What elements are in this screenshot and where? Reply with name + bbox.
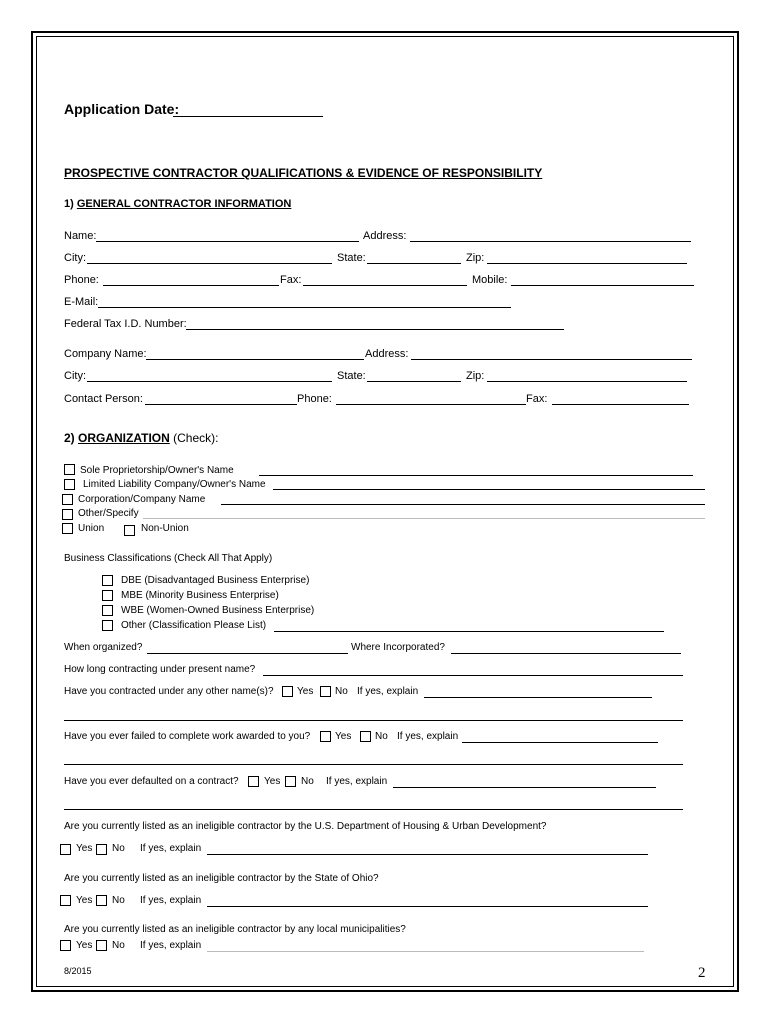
- q-hud-yes-checkbox[interactable]: [60, 844, 71, 855]
- fax-label: Fax:: [280, 274, 302, 286]
- q-ohio-no-checkbox[interactable]: [96, 895, 107, 906]
- address-label: Address:: [363, 230, 407, 242]
- q-failed-yes-label: Yes: [335, 731, 352, 742]
- q-local-explain-label: If yes, explain: [140, 940, 202, 951]
- q-failed-explain-label: If yes, explain: [397, 731, 459, 742]
- q-local-yes-label: Yes: [76, 940, 93, 951]
- wbe-checkbox[interactable]: [102, 605, 113, 616]
- dbe-label: DBE (Disadvantaged Business Enterprise): [121, 575, 310, 586]
- q-other-names-label: Have you contracted under any other name(s)?: [64, 686, 274, 697]
- q-local-explain-field[interactable]: [207, 951, 644, 952]
- q-hud-explain-field[interactable]: [207, 854, 648, 855]
- name-field[interactable]: [96, 241, 359, 242]
- name-label: Name:: [64, 230, 97, 242]
- q-defaulted-no-checkbox[interactable]: [285, 776, 296, 787]
- dbe-checkbox[interactable]: [102, 575, 113, 586]
- company-name-field[interactable]: [146, 359, 364, 360]
- q-other-names-yes-label: Yes: [297, 686, 314, 697]
- q-local-label: Are you currently listed as an ineligible contractor by any local municipalities?: [64, 924, 406, 935]
- email-field[interactable]: [98, 307, 511, 308]
- wbe-label: WBE (Women-Owned Business Enterprise): [121, 605, 315, 616]
- contact-fax-label: Fax:: [526, 393, 548, 405]
- q-failed-label: Have you ever failed to complete work awarded to you?: [64, 731, 311, 742]
- company-address-field[interactable]: [411, 359, 692, 360]
- contact-phone-field[interactable]: [336, 404, 526, 405]
- contact-phone-label: Phone:: [297, 393, 332, 405]
- other-class-field[interactable]: [274, 631, 664, 632]
- q-ohio-explain-label: If yes, explain: [140, 895, 202, 906]
- other-org-field[interactable]: [143, 518, 705, 519]
- q-other-names-no-checkbox[interactable]: [320, 686, 331, 697]
- q-failed-yes-checkbox[interactable]: [320, 731, 331, 742]
- q-other-names-no-label: No: [335, 686, 348, 697]
- other-org-checkbox[interactable]: [62, 509, 73, 520]
- mbe-label: MBE (Minority Business Enterprise): [121, 590, 279, 601]
- q-other-names-explain-label: If yes, explain: [357, 686, 419, 697]
- footer-date: 8/2015: [64, 966, 92, 976]
- q-ohio-explain-field[interactable]: [207, 906, 648, 907]
- union-label: Union: [78, 523, 105, 534]
- page-number: 2: [698, 965, 706, 981]
- phone-label: Phone:: [64, 274, 99, 286]
- sole-proprietorship-field[interactable]: [259, 475, 693, 476]
- when-organized-label: When organized?: [64, 642, 143, 653]
- sole-proprietorship-checkbox[interactable]: [64, 464, 75, 475]
- q-other-names-explain-line2[interactable]: [64, 720, 683, 721]
- when-organized-field[interactable]: [147, 653, 348, 654]
- corporation-checkbox[interactable]: [62, 494, 73, 505]
- tax-id-field[interactable]: [186, 329, 564, 330]
- q-ohio-yes-checkbox[interactable]: [60, 895, 71, 906]
- corporation-field[interactable]: [221, 504, 705, 505]
- form-title: PROSPECTIVE CONTRACTOR QUALIFICATIONS & EVIDENCE OF RESPONSIBILITY: [64, 166, 543, 180]
- union-checkbox[interactable]: [62, 523, 73, 534]
- state-label: State:: [337, 252, 366, 264]
- address-field[interactable]: [410, 241, 691, 242]
- q-failed-explain-line2[interactable]: [64, 764, 683, 765]
- city-field[interactable]: [87, 263, 332, 264]
- fax-field[interactable]: [303, 285, 467, 286]
- other-org-label: Other/Specify: [78, 508, 139, 519]
- sole-proprietorship-label: Sole Proprietorship/Owner's Name: [80, 465, 234, 476]
- company-zip-label: Zip:: [466, 370, 485, 382]
- q-defaulted-label: Have you ever defaulted on a contract?: [64, 776, 239, 787]
- q-defaulted-yes-checkbox[interactable]: [248, 776, 259, 787]
- q-failed-explain-field[interactable]: [462, 742, 658, 743]
- q-ohio-no-label: No: [112, 895, 125, 906]
- mbe-checkbox[interactable]: [102, 590, 113, 601]
- where-incorporated-label: Where Incorporated?: [351, 642, 445, 653]
- q-hud-no-label: No: [112, 843, 125, 854]
- company-city-label: City:: [64, 370, 86, 382]
- q-other-names-explain-field[interactable]: [424, 697, 652, 698]
- contact-person-field[interactable]: [145, 404, 297, 405]
- non-union-checkbox[interactable]: [124, 525, 135, 536]
- contact-fax-field[interactable]: [552, 404, 689, 405]
- state-field[interactable]: [367, 263, 461, 264]
- zip-field[interactable]: [487, 263, 687, 264]
- contact-person-label: Contact Person:: [64, 393, 143, 405]
- how-long-field[interactable]: [263, 675, 683, 676]
- llc-field[interactable]: [273, 489, 705, 490]
- company-address-label: Address:: [365, 348, 409, 360]
- q-local-no-label: No: [112, 940, 125, 951]
- other-class-label: Other (Classification Please List): [121, 620, 267, 631]
- q-hud-explain-label: If yes, explain: [140, 843, 202, 854]
- q-ohio-label: Are you currently listed as an ineligible contractor by the State of Ohio?: [64, 873, 379, 884]
- q-local-yes-checkbox[interactable]: [60, 940, 71, 951]
- q-defaulted-explain-line2[interactable]: [64, 809, 683, 810]
- how-long-label: How long contracting under present name?: [64, 664, 256, 675]
- q-failed-no-label: No: [375, 731, 388, 742]
- company-city-field[interactable]: [87, 381, 332, 382]
- application-date-label: Application Date:: [64, 101, 180, 117]
- llc-label: Limited Liability Company/Owner's Name: [83, 479, 266, 490]
- city-label: City:: [64, 252, 86, 264]
- llc-checkbox[interactable]: [64, 479, 75, 490]
- business-classifications-label: Business Classifications (Check All That Apply): [64, 553, 273, 564]
- zip-label: Zip:: [466, 252, 485, 264]
- company-state-field[interactable]: [367, 381, 461, 382]
- company-name-label: Company Name:: [64, 348, 147, 360]
- q-hud-yes-label: Yes: [76, 843, 93, 854]
- q-local-no-checkbox[interactable]: [96, 940, 107, 951]
- mobile-label: Mobile:: [472, 274, 508, 286]
- q-defaulted-no-label: No: [301, 776, 314, 787]
- non-union-label: Non-Union: [141, 523, 189, 534]
- q-ohio-yes-label: Yes: [76, 895, 93, 906]
- phone-field[interactable]: [103, 285, 279, 286]
- q-defaulted-yes-label: Yes: [264, 776, 281, 787]
- company-zip-field[interactable]: [487, 381, 687, 382]
- section2-heading: 2) ORGANIZATION (Check):: [64, 431, 219, 445]
- where-incorporated-field[interactable]: [451, 653, 681, 654]
- q-defaulted-explain-label: If yes, explain: [326, 776, 388, 787]
- corporation-label: Corporation/Company Name: [78, 494, 206, 505]
- section1-heading: 1) GENERAL CONTRACTOR INFORMATION: [64, 198, 292, 210]
- q-hud-no-checkbox[interactable]: [96, 844, 107, 855]
- q-failed-no-checkbox[interactable]: [360, 731, 371, 742]
- q-defaulted-explain-field[interactable]: [393, 787, 656, 788]
- other-class-checkbox[interactable]: [102, 620, 113, 631]
- application-date-field[interactable]: [173, 116, 323, 117]
- tax-id-label: Federal Tax I.D. Number:: [64, 318, 187, 330]
- q-hud-label: Are you currently listed as an ineligible contractor by the U.S. Department of Housing & Urban Development?: [64, 821, 547, 832]
- mobile-field[interactable]: [511, 285, 694, 286]
- q-other-names-yes-checkbox[interactable]: [282, 686, 293, 697]
- email-label: E-Mail:: [64, 296, 99, 308]
- company-state-label: State:: [337, 370, 366, 382]
